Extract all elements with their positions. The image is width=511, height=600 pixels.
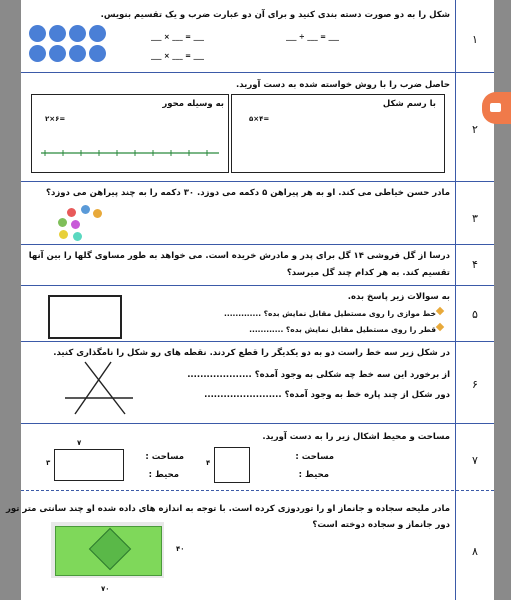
rect1-width: ۷ bbox=[77, 439, 82, 447]
q2-number: ۲ bbox=[472, 123, 478, 136]
answer-rectangle[interactable] bbox=[48, 295, 122, 339]
q6-text-2: از برخورد این سه خط چه شکلی به وجود آمده؟ .................... bbox=[187, 370, 450, 380]
q5-number: ۵ bbox=[472, 308, 478, 321]
row-divider bbox=[21, 341, 494, 342]
worksheet-page bbox=[6, 0, 494, 600]
rect2-area-label: مساحت : bbox=[295, 452, 334, 462]
rect2-perimeter-label: محیط : bbox=[298, 470, 329, 480]
row-divider bbox=[21, 181, 494, 182]
row-divider bbox=[21, 423, 494, 424]
q1-text: شکل را به دو صورت دسته بندی کنید و برای آن دو عبارت ضرب و یک تقسیم بنویس. bbox=[100, 10, 450, 20]
q8-number: ۸ bbox=[472, 545, 478, 558]
expr-2: ___ × ___ = ___ bbox=[151, 52, 204, 60]
q2-right-expr: ۵×۴= bbox=[249, 115, 270, 123]
row-divider bbox=[21, 244, 494, 245]
q6-text-1: در شکل زیر سه خط راست دو به دو یکدیگر را قطع کردند. نقطه های رو شکل را نامگذاری کنید. bbox=[53, 348, 450, 358]
q3-text: مادر حسن خیاطی می کند. او به هر پیراهن ۵ دکمه می دوزد. ۳۰ دکمه را به چند پیراهن می دوزد؟ bbox=[46, 188, 450, 198]
rectangle-1 bbox=[54, 449, 124, 481]
q8-text-2: دور جانماز و سجاده دوخته است؟ bbox=[312, 520, 450, 530]
expr-3: ___ ÷ ___ = ___ bbox=[286, 33, 339, 41]
rect1-perimeter-label: محیط : bbox=[148, 470, 179, 480]
q4-text-2: تقسیم کند. به هر کدام چند گل میرسد؟ bbox=[286, 268, 450, 278]
q5-text: به سوالات زیر پاسخ بده. bbox=[347, 292, 450, 302]
q1-number: ۱ bbox=[472, 33, 478, 46]
q4-text-1: درسا از گل فروشی ۱۴ گل برای پدر و مادرش خریده است. می خواهد به طور مساوی گلها را بین آنها bbox=[28, 251, 450, 261]
q2-right-title: با رسم شکل bbox=[382, 99, 436, 109]
mat-height: ۴۰ bbox=[176, 545, 185, 553]
number-column-divider bbox=[455, 0, 456, 600]
rect1-height: ۳ bbox=[46, 459, 51, 467]
q2-text: حاصل ضرب را با روش خواسته شده به دست آورید. bbox=[235, 80, 450, 90]
row-divider bbox=[21, 72, 494, 73]
square-2 bbox=[214, 447, 250, 483]
q3-number: ۳ bbox=[472, 212, 478, 225]
row-divider bbox=[21, 490, 494, 491]
rect1-area-label: مساحت : bbox=[145, 452, 184, 462]
pencil-icon bbox=[436, 323, 444, 331]
q7-number: ۷ bbox=[472, 454, 478, 467]
q2-left-expr: ۲×۶= bbox=[45, 115, 66, 123]
q2-left-title: به وسیله محور bbox=[162, 99, 224, 109]
q5-item-1: خط موازی را روی مستطیل مقابل نمایش بده؟ ............. bbox=[224, 309, 436, 318]
q8-text-1: مادر ملیحه سجاده و جانماز او را توردوزی کرده است. با توجه به اندازه های داده شده او چند سانتی متر تور bbox=[6, 504, 450, 514]
three-lines-figure bbox=[61, 360, 137, 416]
q5-item-2: قطر را روی مستطیل مقابل نمایش بده؟ ............ bbox=[249, 325, 436, 334]
rect2-height: ۴ bbox=[206, 459, 211, 467]
row-divider bbox=[21, 285, 494, 286]
video-camera-icon[interactable] bbox=[482, 92, 511, 124]
q6-text-3: دور شکل از چند پاره خط به وجود آمده؟ ........................ bbox=[204, 390, 450, 400]
pencil-icon bbox=[436, 307, 444, 315]
q6-number: ۶ bbox=[472, 378, 478, 391]
q7-text: مساحت و محیط اشکال زیر را به دست آورید. bbox=[262, 432, 450, 442]
prayer-mat-icon bbox=[51, 522, 164, 578]
q4-number: ۴ bbox=[472, 258, 478, 271]
expr-1: ___ × ___ = ___ bbox=[151, 33, 204, 41]
mat-width: ۷۰ bbox=[101, 585, 110, 593]
number-line bbox=[39, 148, 221, 162]
